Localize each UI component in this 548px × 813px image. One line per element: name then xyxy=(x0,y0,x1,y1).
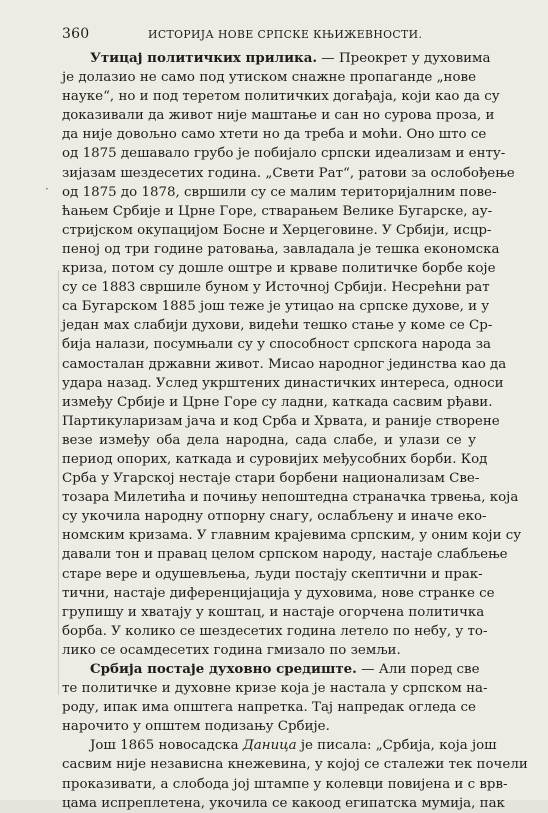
text-segment: лико се осамдесетих година гмизало по земљи. xyxy=(62,642,401,658)
text-line xyxy=(62,507,487,526)
text-segment: проказивати, а слобода јој штампе у колевци повијена и с врв- xyxy=(62,776,508,792)
text-segment: стријском окупацијом Босне и Херцеговине. У Србији, исцр- xyxy=(62,222,492,238)
body-text xyxy=(62,49,528,813)
text-line xyxy=(62,488,519,507)
text-segment: период опорих, каткада и суровијих међусобних борби. Код xyxy=(62,451,488,467)
text-segment: самосталан државни живот. Мисао народног јединства као да xyxy=(62,356,507,372)
text-line xyxy=(62,49,491,68)
text-line xyxy=(62,355,507,374)
text-line xyxy=(62,526,522,545)
text-line xyxy=(62,450,488,469)
text-line xyxy=(62,374,504,393)
text-segment: ћањем Србије и Црне Горе, стварањем Велике Бугарске, ау- xyxy=(62,203,493,219)
text-segment: тични, настаје диференцијација у духовима, нове странке се xyxy=(62,585,495,601)
text-segment: су укочила народну отпорну снагу, ослабљену и иначе еко- xyxy=(62,509,487,525)
text-line xyxy=(62,794,505,813)
text-segment: старе вере и одушевљења, људи постају скептични и прак- xyxy=(62,566,483,582)
text-line xyxy=(62,87,500,106)
text-line xyxy=(62,202,493,221)
text-line xyxy=(62,297,490,316)
text-segment: нарочито у општем подизању Србије. xyxy=(62,719,330,735)
text-line xyxy=(62,698,476,717)
text-line xyxy=(62,259,496,278)
text-segment: један мах слабији духови, видећи тешко стање у коме се Ср- xyxy=(62,318,493,334)
text-segment: борба. У колико се шездесетих година летело по небу, у то- xyxy=(62,623,488,639)
text-line xyxy=(62,431,476,450)
text-line xyxy=(62,335,492,354)
text-segment: науке“, но и под теретом политичких догађаја, који као да су xyxy=(62,89,500,105)
text-segment: доказивали да живот није маштање и сан но сурова проза, и xyxy=(62,108,495,124)
margin-line xyxy=(58,270,59,695)
text-line xyxy=(62,221,492,240)
text-segment: је писала: „Србија, која још xyxy=(296,738,497,754)
text-segment: групишу и хватају у коштац, и настаје огорчена политичка xyxy=(62,604,485,620)
margin-mark: · xyxy=(45,182,49,196)
text-line xyxy=(62,603,485,622)
text-segment: између Србије и Црне Горе су ладни, каткада сасвим рђави. xyxy=(62,394,493,410)
text-segment: номским кризама. У главним крајевима српским, у оним који су xyxy=(62,528,522,544)
text-line xyxy=(62,679,488,698)
text-line xyxy=(62,660,480,679)
text-line xyxy=(62,469,480,488)
running-title: ИСТОРИЈА НОВЕ СРПСКЕ КЊИЖЕВНОСТИ. xyxy=(148,28,423,41)
text-segment: тозара Милетића и почињу непоштедна страначка трвења, која xyxy=(62,490,519,506)
text-line xyxy=(62,164,515,183)
text-segment: са Бугарском 1885 још теже је утицао на српске духове, и у xyxy=(62,299,490,315)
text-segment: везе између оба дела народна, сада слабе, и улази се у xyxy=(62,432,476,448)
text-line xyxy=(62,106,495,125)
text-line xyxy=(62,545,508,564)
text-segment: да није довољно само хтети но да треба и моћи. Оно што се xyxy=(62,127,487,143)
page-header xyxy=(62,26,502,44)
text-line xyxy=(62,622,488,641)
text-line xyxy=(62,278,490,297)
text-segment: су се 1883 свршиле буном у Источној Србији. Несрећни рат xyxy=(62,280,490,296)
text-segment: давали тон и правац целом српском народу, настаје слабљење xyxy=(62,547,508,563)
text-segment: Срба у Угарској нестаје стари борбени национализам Све- xyxy=(62,471,480,487)
text-line xyxy=(62,412,500,431)
text-segment: од 1875 дешавало грубо је побијало српски идеализам и енту- xyxy=(62,146,506,162)
section-heading: Србија постаје духовно средиште. xyxy=(90,661,357,677)
text-line xyxy=(62,717,476,736)
text-line xyxy=(62,736,497,755)
text-segment: — Али поред све xyxy=(356,662,480,677)
text-line xyxy=(62,316,493,335)
text-segment: пеној од три године ратовања, завладала је тешка економска xyxy=(62,241,500,257)
text-line xyxy=(62,755,528,774)
text-line xyxy=(62,641,476,660)
text-segment: је долазио не само под утиском снажне пропаганде „нове xyxy=(62,70,476,86)
text-segment: — Преокрет у духовима xyxy=(317,51,491,66)
text-line xyxy=(62,584,495,603)
text-segment: удара назад. Услед укрштених династичких интереса, односи xyxy=(62,375,504,391)
text-line xyxy=(62,565,483,584)
section-heading: Утицај политичких прилика. xyxy=(90,50,318,66)
text-segment: зијазам шездесетих година. „Свети Рат“, ратови за ослобођење xyxy=(62,165,515,181)
text-line xyxy=(62,775,508,794)
text-segment: те политичке и духовне кризе која је настала у српском на- xyxy=(62,681,488,697)
text-line xyxy=(62,240,500,259)
text-segment: Партикуларизам јача и код Срба и Хрвата, и раније створене xyxy=(62,413,500,429)
text-segment: Још 1865 новосадска xyxy=(90,738,243,754)
text-segment: бија налази, посумњали су у способност српскога народа за xyxy=(62,337,492,353)
italic-title: Даница xyxy=(242,738,297,754)
text-line xyxy=(62,183,497,202)
text-line xyxy=(62,144,506,163)
text-line xyxy=(62,393,493,412)
text-segment: сасвим није независна кнежевина, у којој се сталежи тек почели xyxy=(62,757,528,773)
text-segment: криза, потом су дошле оштре и крваве политичке борбе које xyxy=(62,261,496,277)
page-number: 360 xyxy=(62,26,90,42)
text-segment: од 1875 до 1878, свршили су се малим територијалним пове- xyxy=(62,184,497,200)
text-line xyxy=(62,68,476,87)
text-segment: роду, ипак има општега напретка. Тај напредак огледа се xyxy=(62,700,476,716)
text-line xyxy=(62,125,487,144)
text-segment: цама испреплетена, укочила се какоод египатска мумија, пак xyxy=(62,795,505,811)
